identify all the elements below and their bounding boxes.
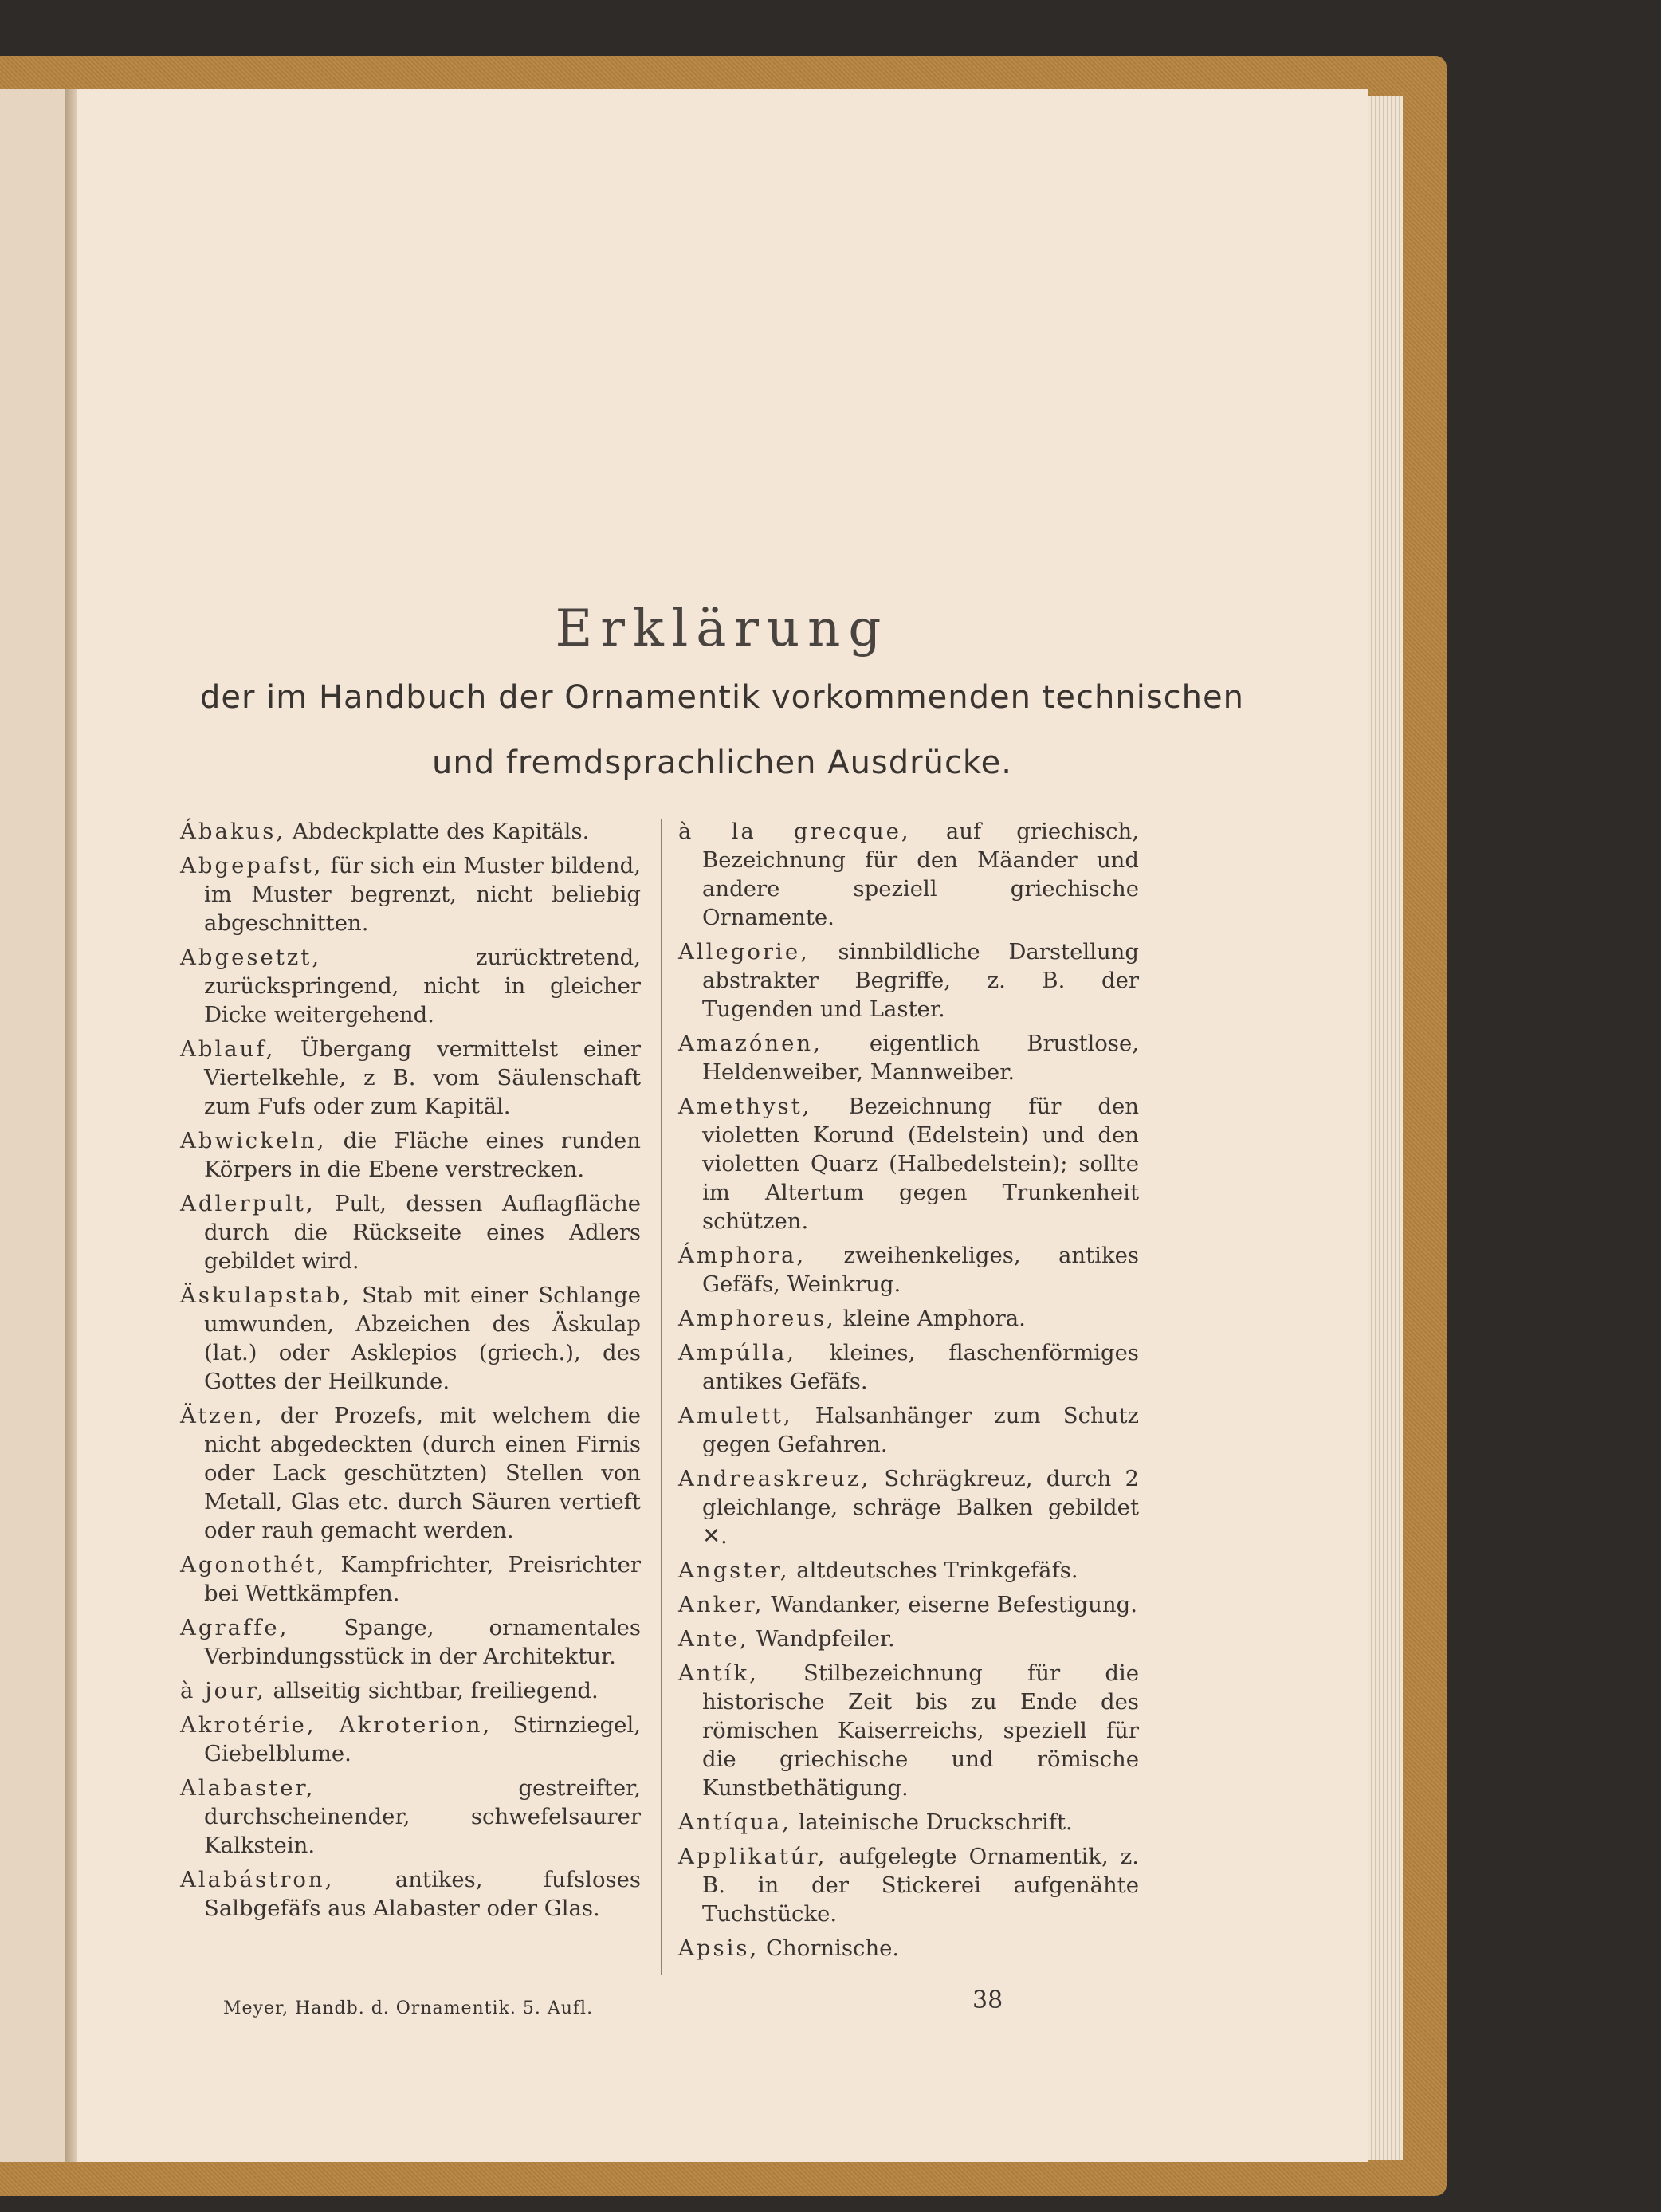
entry-term: Ätzen,: [180, 1403, 265, 1428]
entry-definition: allseitig sichtbar, freiliegend.: [265, 1678, 599, 1703]
entry-definition: Chornische.: [759, 1935, 900, 1961]
entry-term: Ablauf,: [180, 1036, 276, 1062]
glossary-entry: [678, 1556, 1139, 1585]
glossary-entry: [180, 1711, 641, 1768]
glossary-entry: [180, 1189, 641, 1275]
entry-term: Ámphora,: [678, 1243, 807, 1268]
entry-definition: altdeutsches Trinkgefäfs.: [789, 1558, 1078, 1583]
entry-term: Amethyst,: [678, 1094, 812, 1119]
entry-definition: kleine Amphora.: [835, 1306, 1026, 1331]
glossary-entry: [678, 1590, 1139, 1619]
subtitle-line-1: der im Handbuch der Ornamentik vorkommenden technischen: [200, 679, 1244, 716]
glossary-entry: [678, 1241, 1139, 1299]
entry-term: Amphoreus,: [678, 1306, 836, 1331]
footer-citation: Meyer, Handb. d. Ornamentik. 5. Aufl.: [223, 1998, 594, 2018]
entry-term: Antík,: [678, 1660, 759, 1686]
glossary-entry: [180, 1126, 641, 1184]
glossary-entry: [180, 817, 641, 846]
entry-definition: Stab mit einer Schlange umwunden, Abzeichen des Äskulap (lat.) oder Asklepios (griech.), des Gottes der Heilkunde.: [204, 1283, 641, 1394]
entry-definition: Stilbezeichnung für die historische Zeit bis zu Ende des römischen Kaiserreichs, speziell für die griechische und römische Kunstbethätigung.: [702, 1660, 1139, 1801]
entry-definition: Pult, dessen Auflagfläche durch die Rückseite eines Adlers gebildet wird.: [204, 1191, 641, 1274]
glossary-entry: [180, 1281, 641, 1396]
glossary-entry: [180, 1774, 641, 1860]
glossary-entry: [678, 1625, 1139, 1653]
glossary-entry: [678, 1338, 1139, 1396]
entry-term: Andreaskreuz,: [678, 1466, 871, 1491]
entry-term: Abwickeln,: [180, 1128, 327, 1153]
entry-definition: kleines, flaschenförmiges antikes Gefäfs.: [702, 1340, 1139, 1394]
glossary-entry: [678, 1092, 1139, 1236]
entry-term: Applikatúr,: [678, 1844, 827, 1869]
entry-term: Apsis,: [678, 1935, 760, 1961]
glossary-entry: [678, 937, 1139, 1023]
entry-definition: Halsanhänger zum Schutz gegen Gefahren.: [702, 1403, 1139, 1457]
entry-term: Anker,: [678, 1592, 764, 1617]
glossary-entry: [678, 1464, 1139, 1550]
glossary-entry: [180, 943, 641, 1029]
entry-term: Akrotérie, Akroterion,: [180, 1712, 493, 1738]
entry-term: Alabástron,: [180, 1867, 335, 1892]
glossary-entry: [180, 851, 641, 937]
entry-term: Adlerpult,: [180, 1191, 316, 1216]
book-page: [77, 89, 1368, 2162]
page-number: 38: [972, 1986, 1003, 2014]
entry-definition: Wandanker, eiserne Befestigung.: [764, 1592, 1137, 1617]
glossary-entry: [678, 817, 1139, 932]
entry-definition: antikes, fufsloses Salbgefäfs aus Alabaster oder Glas.: [204, 1867, 641, 1921]
entry-definition: Wandpfeiler.: [748, 1626, 895, 1652]
entry-definition: für sich ein Muster bildend, im Muster begrenzt, nicht beliebig abgeschnitten.: [204, 853, 641, 936]
column-divider: [661, 819, 662, 1975]
entry-term: Amazónen,: [678, 1031, 823, 1056]
glossary-entry: [180, 1865, 641, 1923]
entry-term: à jour,: [180, 1678, 266, 1703]
entry-definition: lateinische Druckschrift.: [791, 1809, 1073, 1835]
entry-definition: aufgelegte Ornamentik, z. B. in der Stickerei aufgenähte Tuchstücke.: [702, 1844, 1139, 1927]
entry-definition: auf griechisch, Bezeichnung für den Mäander und andere speziell griechische Ornamente.: [702, 819, 1140, 930]
entry-term: Ampúlla,: [678, 1340, 796, 1365]
glossary-entry: [678, 1934, 1139, 1963]
entry-definition: Abdeckplatte des Kapitäls.: [285, 819, 590, 844]
glossary-entry: [678, 1401, 1139, 1459]
left-column: [180, 817, 641, 1928]
entry-definition: eigentlich Brustlose, Heldenweiber, Mannweiber.: [702, 1031, 1139, 1085]
entry-term: Äskulapstab,: [180, 1283, 352, 1308]
glossary-entry: [678, 1304, 1139, 1333]
entry-definition: sinnbildliche Darstellung abstrakter Begriffe, z. B. der Tugenden und Laster.: [702, 939, 1139, 1022]
glossary-entry: [180, 1676, 641, 1705]
glossary-entry: [678, 1029, 1139, 1086]
entry-definition: die Fläche eines runden Körpers in die Ebene verstrecken.: [204, 1128, 641, 1182]
entry-definition: zurücktretend, zurückspringend, nicht in gleicher Dicke weitergehend.: [204, 945, 641, 1027]
entry-term: Ante,: [678, 1626, 749, 1652]
entry-term: Abgesetzt,: [180, 945, 322, 970]
glossary-entry: [678, 1808, 1139, 1837]
entry-term: Antíqua,: [678, 1809, 791, 1835]
glossary-entry: [180, 1035, 641, 1121]
entry-definition: Spange, ornamentales Verbindungsstück in der Architektur.: [204, 1615, 641, 1669]
entry-definition: Stirnziegel, Giebelblume.: [204, 1712, 641, 1766]
glossary-entry: [180, 1613, 641, 1671]
glossary-entry: [678, 1842, 1139, 1928]
left-page-edge: [0, 89, 68, 2162]
entry-definition: Kampfrichter, Preisrichter bei Wettkämpfen.: [204, 1552, 641, 1606]
right-column: [678, 817, 1139, 1968]
subtitle-line-2: und fremdsprachlichen Ausdrücke.: [432, 745, 1012, 781]
entry-term: Ábakus,: [180, 819, 286, 844]
entry-term: Agonothét,: [180, 1552, 327, 1577]
entry-term: Agraffe,: [180, 1615, 289, 1640]
entry-definition: Bezeichnung für den violetten Korund (Edelstein) und den violetten Quarz (Halbedelstein); sollte im Altertum gegen Trunkenheit schützen.: [702, 1094, 1139, 1234]
glossary-entry: [678, 1659, 1139, 1802]
entry-definition: zweihenkeliges, antikes Gefäfs, Weinkrug.: [702, 1243, 1139, 1297]
entry-term: Angster,: [678, 1558, 790, 1583]
glossary-entry: [180, 1550, 641, 1608]
entry-definition: Übergang vermittelst einer Viertelkehle, z B. vom Säulenschaft zum Fufs oder zum Kapitäl.: [204, 1036, 641, 1119]
entry-term: à la grecque,: [678, 819, 911, 844]
page-title: Erklärung: [555, 599, 889, 658]
page-edges: [1365, 96, 1403, 2160]
entry-term: Abgepafst,: [180, 853, 324, 878]
entry-definition: Schrägkreuz, durch 2 gleichlange, schräge Balken gebildet ✕.: [702, 1466, 1139, 1549]
entry-term: Alabaster,: [180, 1775, 316, 1801]
entry-definition: der Prozefs, mit welchem die nicht abgedeckten (durch einen Firnis oder Lack geschützten) Stellen von Metall, Glas etc. durch Säuren vertieft oder rauh gemacht werden.: [204, 1403, 641, 1543]
entry-definition: gestreifter, durchscheinender, schwefelsaurer Kalkstein.: [204, 1775, 641, 1858]
entry-term: Allegorie,: [678, 939, 810, 965]
glossary-entry: [180, 1401, 641, 1545]
entry-term: Amulett,: [678, 1403, 793, 1428]
